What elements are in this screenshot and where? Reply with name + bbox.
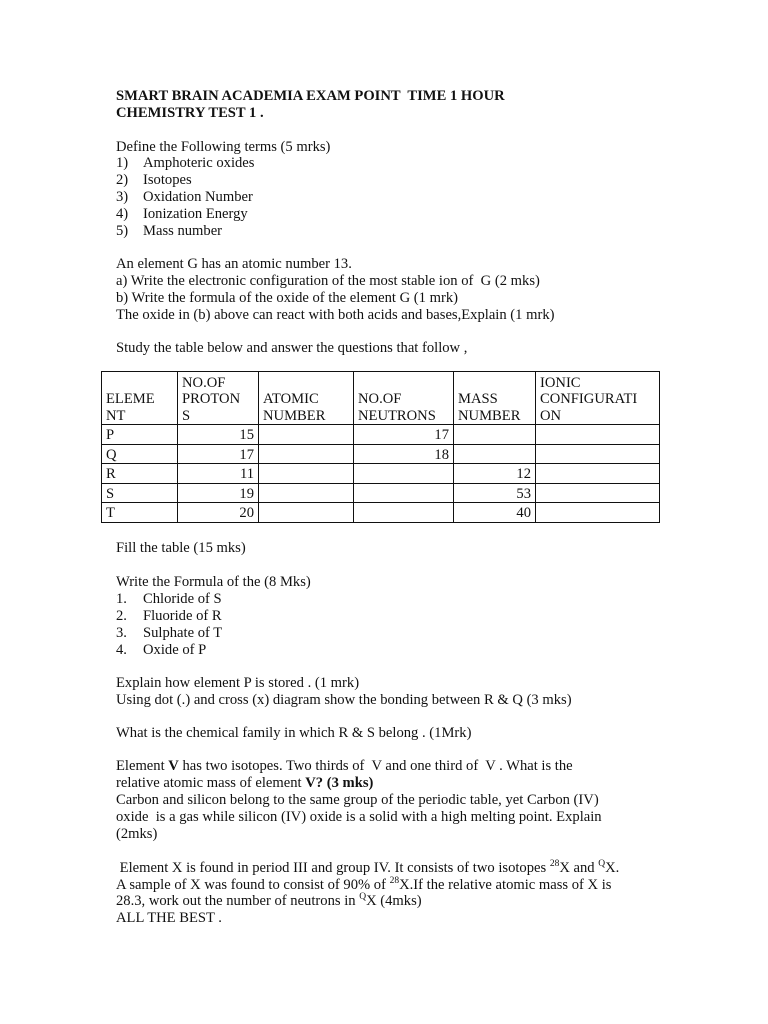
- table-row: [102, 425, 660, 445]
- cell-mass-number: 12: [454, 464, 536, 484]
- closing-text: ALL THE BEST .: [116, 910, 222, 926]
- cell-mass-number: [454, 444, 536, 464]
- cell-neutrons: [354, 464, 454, 484]
- q9-line3: 28.3, work out the number of neutrons in $^Q$X (4mks): [116, 892, 422, 909]
- q2-part-c: The oxide in (b) above can react with both acids and bases,Explain (1 mrk): [116, 307, 555, 323]
- q6-line: What is the chemical family in which R & S belong . (1Mrk): [116, 725, 472, 741]
- q8-line2: oxide is a gas while silicon (IV) oxide is a solid with a high melting point. Explain: [116, 809, 602, 825]
- table-row: [102, 503, 660, 523]
- cell-neutrons: 17: [354, 425, 454, 445]
- cell-protons: 15: [178, 425, 259, 445]
- cell-protons: 17: [178, 444, 259, 464]
- cell-neutrons: [354, 503, 454, 523]
- q2-intro: An element G has an atomic number 13.: [116, 256, 352, 272]
- q2-part-b: b) Write the formula of the oxide of the element G (1 mrk): [116, 290, 458, 306]
- cell-atomic-number: [259, 503, 354, 523]
- q9-line2: A sample of X was found to consist of 90% of $^{28}$X.If the relative atomic mass of X is: [116, 876, 612, 893]
- list-item: 2) Isotopes: [116, 172, 192, 188]
- cell-element: S: [102, 483, 178, 503]
- list-item: 3. Sulphate of T: [116, 625, 223, 641]
- cell-protons: 11: [178, 464, 259, 484]
- table-row: [102, 444, 660, 464]
- list-item: 3) Oxidation Number: [116, 189, 253, 205]
- header-atomic-number: ATOMIC NUMBER: [259, 372, 354, 425]
- cell-ionic-configuration: [536, 425, 660, 445]
- header-neutrons: NO.OF NEUTRONS: [354, 372, 454, 425]
- list-item: 2. Fluoride of R: [116, 608, 222, 624]
- cell-atomic-number: [259, 444, 354, 464]
- q3-fill-instruction: Fill the table (15 mks): [116, 540, 246, 556]
- q7-line1: Element V has two isotopes. Two thirds of V and one third of V . What is the: [116, 758, 573, 774]
- q9-line1: Element X is found in period III and group IV. It consists of two isotopes $^{28}$X and $^Q$X.: [116, 859, 620, 876]
- cell-element: P: [102, 425, 178, 445]
- cell-atomic-number: [259, 425, 354, 445]
- cell-element: Q: [102, 444, 178, 464]
- header-mass-number: MASS NUMBER: [454, 372, 536, 425]
- cell-protons: 20: [178, 503, 259, 523]
- cell-element: R: [102, 464, 178, 484]
- table-row: [102, 464, 660, 484]
- cell-neutrons: [354, 483, 454, 503]
- header-element: ELEME NT: [102, 372, 178, 425]
- header-ionic-configuration: IONIC CONFIGURATI ON: [536, 372, 660, 425]
- element-table: [101, 371, 660, 523]
- q7-line2: relative atomic mass of element V? (3 mks): [116, 775, 374, 791]
- header-protons: NO.OF PROTON S: [178, 372, 259, 425]
- table-header-row: [102, 372, 660, 425]
- cell-ionic-configuration: [536, 444, 660, 464]
- exam-title: SMART BRAIN ACADEMIA EXAM POINT TIME 1 HOUR: [116, 88, 505, 104]
- test-title: CHEMISTRY TEST 1 .: [116, 105, 264, 121]
- q2-part-a: a) Write the electronic configuration of the most stable ion of G (2 mks): [116, 273, 540, 289]
- cell-element: T: [102, 503, 178, 523]
- list-item: 1. Chloride of S: [116, 591, 222, 607]
- cell-mass-number: 53: [454, 483, 536, 503]
- cell-ionic-configuration: [536, 503, 660, 523]
- cell-atomic-number: [259, 464, 354, 484]
- cell-ionic-configuration: [536, 464, 660, 484]
- cell-mass-number: [454, 425, 536, 445]
- q5-line1: Explain how element P is stored . (1 mrk): [116, 675, 360, 691]
- cell-protons: 19: [178, 483, 259, 503]
- cell-mass-number: 40: [454, 503, 536, 523]
- list-item: 4. Oxide of P: [116, 642, 207, 658]
- q5-line2: Using dot (.) and cross (x) diagram show the bonding between R & Q (3 mks): [116, 692, 572, 708]
- cell-ionic-configuration: [536, 483, 660, 503]
- cell-neutrons: 18: [354, 444, 454, 464]
- list-item: 4) Ionization Energy: [116, 206, 248, 222]
- q4-intro: Write the Formula of the (8 Mks): [116, 574, 311, 590]
- q8-line1: Carbon and silicon belong to the same group of the periodic table, yet Carbon (IV): [116, 792, 599, 808]
- table-row: [102, 483, 660, 503]
- q3-intro: Study the table below and answer the questions that follow ,: [116, 340, 468, 356]
- list-item: 5) Mass number: [116, 223, 223, 239]
- list-item: 1) Amphoteric oxides: [116, 155, 255, 171]
- q1-intro: Define the Following terms (5 mrks): [116, 139, 331, 155]
- cell-atomic-number: [259, 483, 354, 503]
- q8-line3: (2mks): [116, 826, 158, 842]
